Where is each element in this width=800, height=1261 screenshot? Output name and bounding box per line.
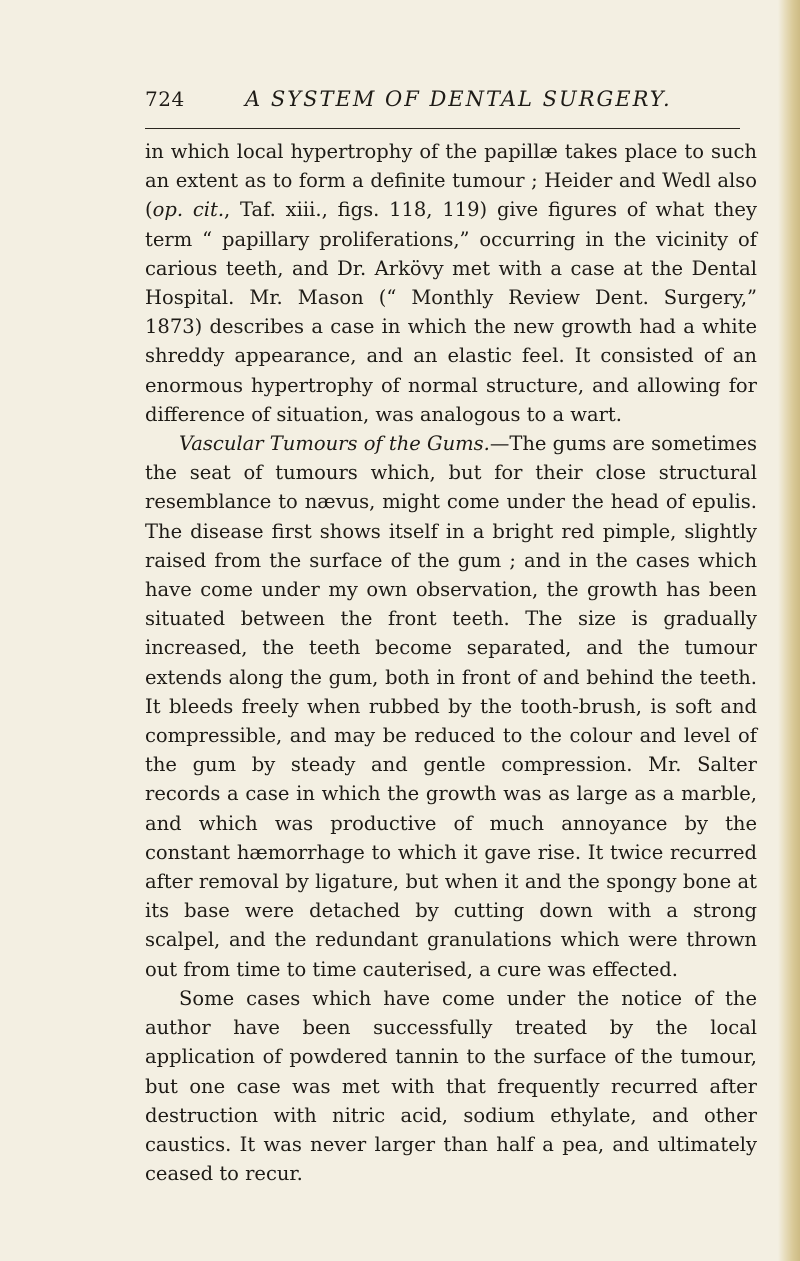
page-header <box>145 87 737 117</box>
text-run: , Taf. xiii., figs. 118, 119) give figures of what they term “ papillary proliferations,” occurring in the vicinity of carious teeth, and Dr. Arkövy met with a case at the Dental Hospital. Mr. Mason (“ Monthly Review Dent. Surgery,” 1873) describes a case in which the new growth had a white shreddy appearance, and an elastic feel. It consisted of an enormous hypertrophy of normal structure, and allowing for difference of situation, was analogous to a wart. <box>145 198 757 426</box>
citation-op-cit: op. cit. <box>152 198 225 222</box>
page-edge-shading <box>778 0 800 1261</box>
body-text <box>145 137 757 1188</box>
header-rule <box>145 128 740 129</box>
page-number: 724 <box>145 87 185 111</box>
text-run: in which local hypertrophy of the papillæ takes place to such an extent as to form a definite tumour ; Heider and Wedl also ( <box>145 140 757 222</box>
text-run: Some cases which have come under the notice of the author have been successfully treated by the local application of powdered tannin to the surface of the tumour, but one case was met with that frequently recurred after destruction with nitric acid, sodium ethylate, and other caustics. It was never larger than half a pea, and ultimately ceased to recur. <box>145 986 757 1186</box>
paragraph-tannin-treatment <box>145 984 757 1188</box>
section-heading: Vascular Tumours of the Gums. <box>179 432 490 456</box>
running-title: A SYSTEM OF DENTAL SURGERY. <box>245 87 672 111</box>
text-run: —The gums are sometimes the seat of tumours which, but for their close structural resemblance to nævus, might come under the head of epulis. The disease first shows itself in a bright red pimple, slightly raised from the surface of the gum ; and in the cases which have come under my own observation, the growth has been situated between the front teeth. The size is gradually increased, the teeth become separated, and the tumour extends along the gum, both in front of and behind the teeth. It bleeds freely when rubbed by the tooth-brush, is soft and compressible, and may be reduced to the colour and level of the gum by steady and gentle compression. Mr. Salter records a case in which the growth was as large as a marble, and which was productive of much annoyance by the constant hæmorrhage to which it gave rise. It twice recurred after removal by ligature, but when it and the spongy bone at its base were detached by cutting down with a strong scalpel, and the redundant granulations which were thrown out from time to time cauterised, a cure was effected. <box>145 432 757 981</box>
paragraph-vascular-tumours <box>145 429 757 984</box>
paragraph-papillary <box>145 137 757 429</box>
